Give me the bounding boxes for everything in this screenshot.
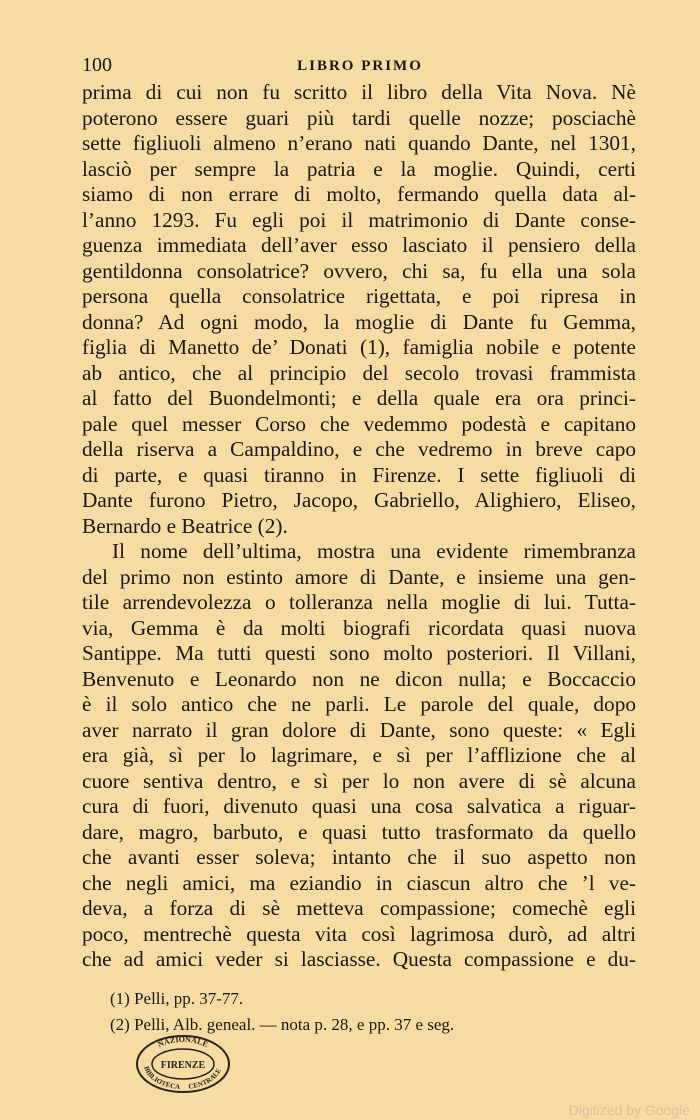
text-line: del primo non estinto amore di Dante, e insieme una gen- xyxy=(82,564,636,589)
footnote-2: (2) Pelli, Alb. geneal. — nota p. 28, e pp. 37 e seg. xyxy=(110,1015,455,1034)
footnotes xyxy=(110,986,630,1038)
footnote-1: (1) Pelli, pp. 37-77. xyxy=(110,989,244,1008)
text-line: siamo di non errare di molto, fermando quella data al- xyxy=(82,182,636,206)
text-line: persona quella consolatrice rigettata, e poi ripresa in xyxy=(82,284,636,308)
text-line: che negli amici, ma eziandio in ciascun altro che ’l ve- xyxy=(82,870,636,895)
stamp-right-text: CENTRALE xyxy=(187,1067,223,1091)
text-line: ab antico, che al principio del secolo trovasi frammista xyxy=(82,360,636,385)
text-line: guenza immediata dell’aver esso lasciato il pensiero della xyxy=(82,233,636,257)
text-line: deva, a forza di sè metteva compassione; comechè egli xyxy=(82,896,636,920)
svg-text:NAZIONALE xyxy=(156,1035,209,1049)
library-stamp-icon xyxy=(134,1034,232,1094)
stamp-left-text: BIBLIOTECA xyxy=(142,1065,181,1091)
page-header xyxy=(82,54,638,80)
text-line: cura di fuori, divenuto quasi una cosa salvatica a riguar- xyxy=(82,794,636,818)
text-line: che ad amici veder si lasciasse. Questa compassione e du- xyxy=(82,947,636,971)
running-title: LIBRO PRIMO xyxy=(297,58,423,74)
text-line: via, Gemma è da molti biografi ricordata quasi nuova xyxy=(82,615,636,640)
text-line: poterono essere guari più tardi quelle nozze; posciachè xyxy=(82,105,636,130)
text-line: cuore sentiva dentro, e sì per lo non avere di sè alcuna xyxy=(82,768,636,793)
text-line: donna? Ad ogni modo, la moglie di Dante fu Gemma, xyxy=(82,309,636,334)
text-line: aver narrato il gran dolore di Dante, sono queste: « Egli xyxy=(82,717,636,742)
watermark: Digitized by Google xyxy=(568,1102,690,1118)
text-line: lasciò per sempre la patria e la moglie. Quindi, certi xyxy=(82,156,636,181)
text-line: pale quel messer Corso che vedemmo podestà e capitano xyxy=(82,411,636,436)
stamp-center-text: FIRENZE xyxy=(160,1060,206,1071)
text-line: che avanti esser soleva; intanto che il suo aspetto non xyxy=(82,845,636,869)
text-line: prima di cui non fu scritto il libro della Vita Nova. Nè xyxy=(82,80,636,104)
stamp-top-text: NAZIONALE xyxy=(156,1034,210,1050)
text-line: era già, sì per lo lagrimare, e sì per l’afflizione che al xyxy=(82,743,636,767)
text-line: tile arrendevolezza o tolleranza nella moglie di lui. Tutta- xyxy=(82,590,636,614)
text-line: della riserva a Campaldino, e che vedremo in breve capo xyxy=(82,437,636,461)
text-line: sette figliuoli almeno n’erano nati quando Dante, nel 1301, xyxy=(82,131,636,155)
text-line: di parte, e quasi tiranno in Firenze. I sette figliuoli di xyxy=(82,462,636,487)
text-line: Il nome dell’ultima, mostra una evidente rimembranza xyxy=(112,539,636,563)
text-line: è il solo antico che ne parli. Le parole del quale, dopo xyxy=(82,692,636,716)
text-line: Bernardo e Beatrice (2). xyxy=(82,513,288,538)
text-line: poco, mentrechè questa vita così lagrimosa durò, ad altri xyxy=(82,921,636,946)
text-line: dare, magro, barbuto, e quasi tutto trasformato da quello xyxy=(82,819,636,844)
text-line: Dante furono Pietro, Jacopo, Gabriello, Alighiero, Eliseo, xyxy=(82,488,636,512)
paragraph-2 xyxy=(82,539,636,973)
text-line: figlia di Manetto de’ Donati (1), famiglia nobile e potente xyxy=(82,335,636,359)
text-line: gentildonna consolatrice? ovvero, chi sa, fu ella una sola xyxy=(82,258,636,283)
text-line: Santippe. Ma tutti questi sono molto posteriori. Il Villani, xyxy=(82,641,636,665)
text-line: l’anno 1293. Fu egli poi il matrimonio di Dante conse- xyxy=(82,207,636,232)
text-line: Benvenuto e Leonardo non ne dicon nulla; e Boccaccio xyxy=(82,666,636,691)
body-text xyxy=(82,80,636,973)
page-number: 100 xyxy=(82,54,112,76)
paragraph-1 xyxy=(82,80,636,539)
text-line: al fatto del Buondelmonti; e della quale era ora princi- xyxy=(82,386,636,410)
